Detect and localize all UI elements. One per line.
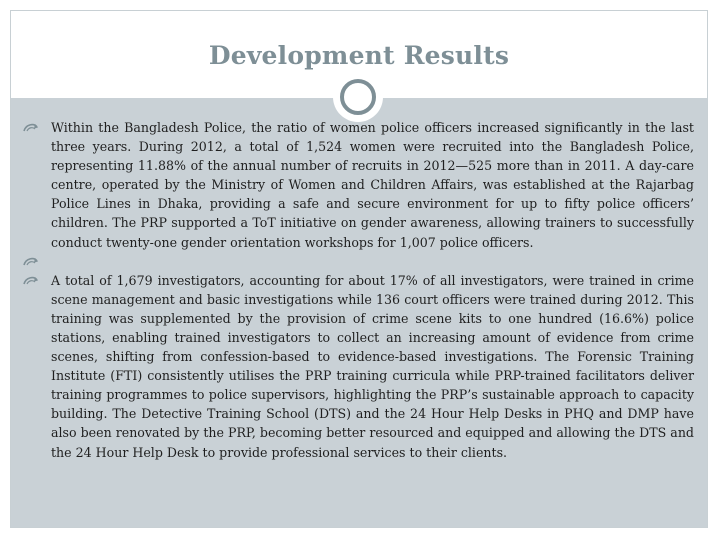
curved-arrow-bullet-icon	[22, 118, 44, 137]
curved-arrow-bullet-icon	[22, 252, 44, 271]
bullet-list	[22, 118, 694, 462]
bullet-text: Within the Bangladesh Police, the ratio of women police officers increased significantly in the last three years. During 2012, a total of 1,524 women were recruited into the Bangladesh Police, representing 11.88% of the annual number of recruits in 2012—525 more than in 2011. A day-care centre, operated by the Ministry of Women and Children Affairs, was established at the Rajarbag Police Lines in Dhaka, providing a safe and secure environment for up to fifty police officers’ children. The PRP supported a ToT initiative on gender awareness, allowing trainers to successfully conduct twenty-one gender orientation workshops for 1,007 police officers.	[51, 120, 694, 250]
circle-ornament-icon	[340, 79, 376, 115]
slide-title: Development Results	[208, 41, 510, 70]
bullet-item-investigators	[22, 271, 694, 462]
bullet-item-women-officers	[22, 118, 694, 252]
bullet-item-empty	[22, 252, 694, 271]
bullet-text: A total of 1,679 investigators, accounting for about 17% of all investigators, were trained in crime scene management and basic investigations while 136 court officers were trained during 2012. This training was supplemented by the provision of crime scene kits to one hundred (16.6%) police stations, enabling trained investigators to collect an increasing amount of evidence from crime scenes, shifting from confession-based to evidence-based investigations. The Forensic Training Institute (FTI) consistently utilises the PRP training curricula while PRP-trained facilitators deliver training programmes to police supervisors, highlighting the PRP’s sustainable approach to capacity building. The Detective Training School (DTS) and the 24 Hour Help Desks in PHQ and DMP have also been renovated by the PRP, becoming better resourced and equipped and allowing the DTS and the 24 Hour Help Desk to provide professional services to their clients.	[51, 272, 694, 460]
curved-arrow-bullet-icon	[22, 271, 44, 290]
